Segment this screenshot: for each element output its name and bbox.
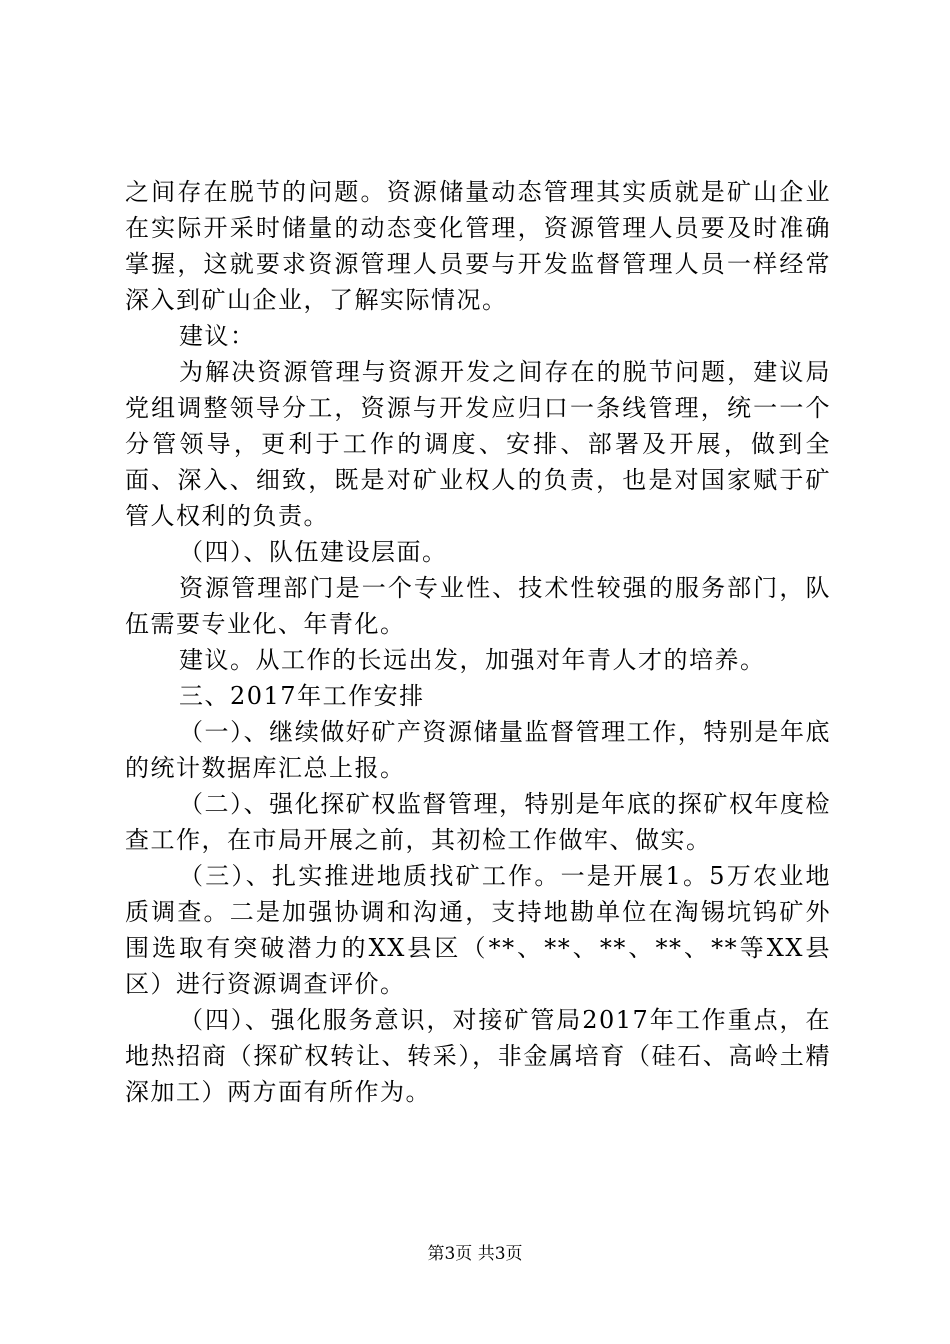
paragraph-suggestion-heading: 建议： [179,322,256,350]
plan-item-3: （三）、扎实推进地质找矿工作。一是开展1。5万农业地质调查。二是加强协调和沟通，支持地勘单位在淘锡坑钨矿外围选取有突破潜力的XX县区（**、**、**、**、**等XX县区）进行资源调查评价。 [125,862,831,998]
page-number-footer: 第3页 共3页 [427,1244,523,1264]
section-heading-plan: 三、2017年工作安排 [179,682,425,710]
document-body [125,174,831,1110]
paragraph-team-heading: （四）、队伍建设层面。 [179,538,448,566]
plan-item-4: （四）、强化服务意识，对接矿管局2017年工作重点，在地热招商（探矿权转让、转采），非金属培育（硅石、高岭土精深加工）两方面有所作为。 [125,1006,831,1106]
plan-item-2: （二）、强化探矿权监督管理，特别是年底的探矿权年度检查工作，在市局开展之前，其初检工作做牢、做实。 [125,790,831,854]
paragraph-continuation: 之间存在脱节的问题。资源储量动态管理其实质就是矿山企业在实际开采时储量的动态变化管理，资源管理人员要及时准确掌握，这就要求资源管理人员要与开发监督管理人员一样经常深入到矿山企业，了解实际情况。 [125,178,831,314]
plan-item-1: （一）、继续做好矿产资源储量监督管理工作，特别是年底的统计数据库汇总上报。 [125,718,831,782]
paragraph-team-content: 资源管理部门是一个专业性、技术性较强的服务部门，队伍需要专业化、年青化。 [125,574,831,638]
paragraph-suggestion-content: 为解决资源管理与资源开发之间存在的脱节问题，建议局党组调整领导分工，资源与开发应归口一条线管理，统一一个分管领导，更利于工作的调度、安排、部署及开展，做到全面、深入、细致，既是对矿业权人的负责，也是对国家赋于矿管人权利的负责。 [125,358,831,530]
paragraph-team-suggestion: 建议。从工作的长远出发，加强对年青人才的培养。 [179,646,766,674]
